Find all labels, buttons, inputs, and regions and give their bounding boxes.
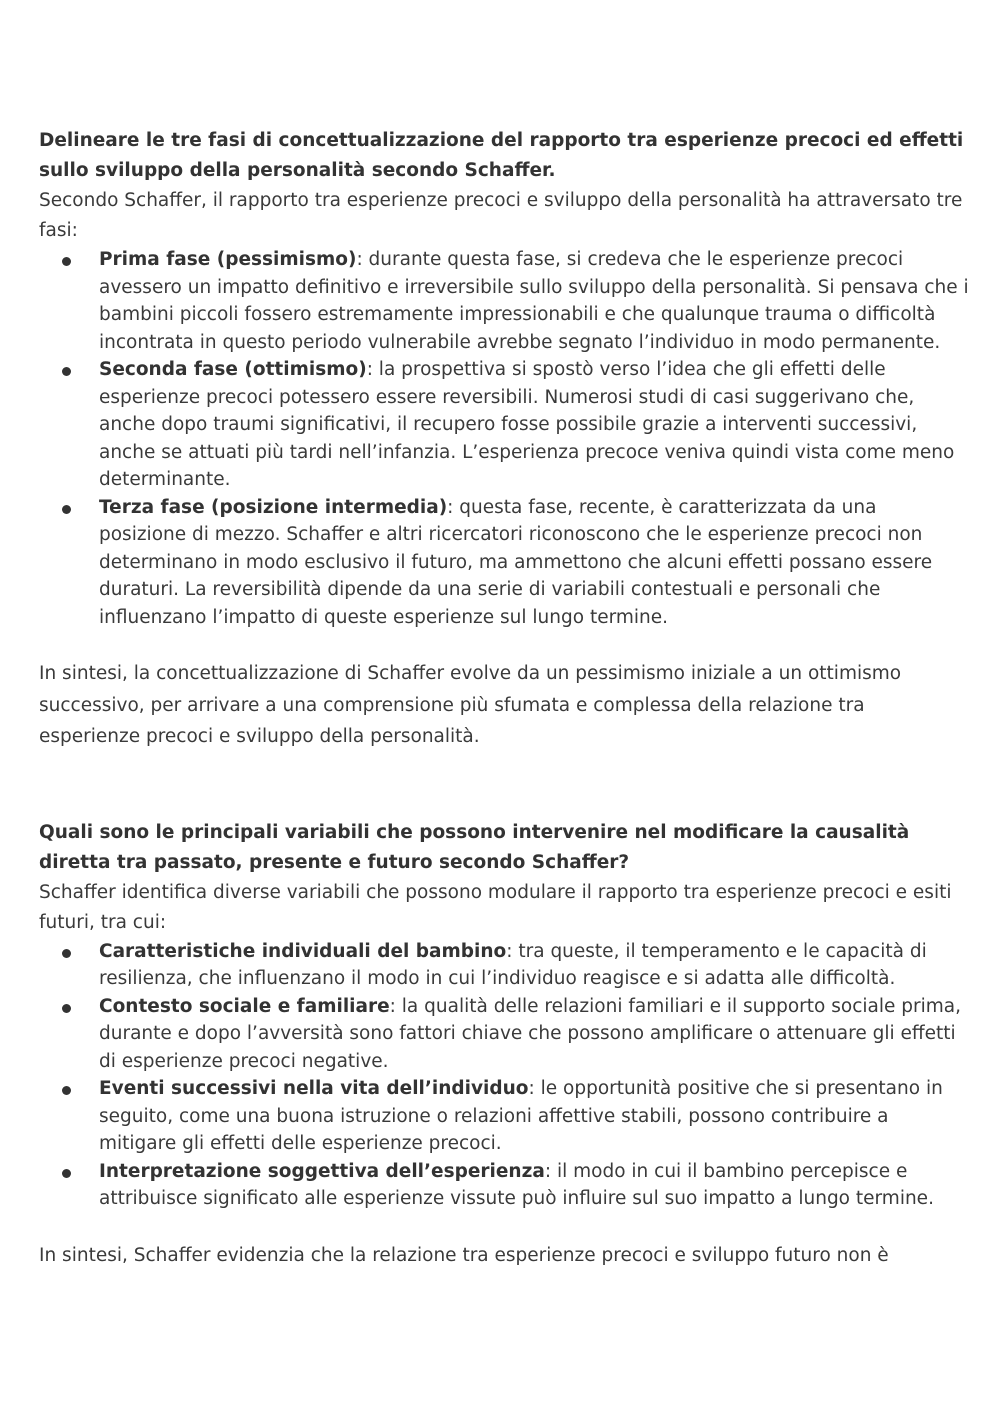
list-item-variable-2: [39, 993, 969, 1076]
list-item-term: Seconda fase (ottimismo): [99, 359, 367, 380]
bullet-icon: [62, 1086, 71, 1095]
list-item-term: Contesto sociale e familiare: [99, 995, 390, 1017]
list-item-variable-4: [39, 1158, 969, 1213]
list-item-text: : le opportunità positive che si presentano in seguito, come una buona istruzione o relazioni affettive stabili, possono contribuire a mitigare gli effetti delle esperienze precoci.: [99, 1078, 943, 1154]
summary-paragraph-1: In sintesi, la concettualizzazione di Schaffer evolve da un pessimismo iniziale a un ottimismo successivo, per arrivare a una comprensione più sfumata e complessa della relazione tra esperienze precoci e sviluppo della personalità.: [39, 663, 902, 747]
list-item-text: : la qualità delle relazioni familiari e il supporto sociale prima, durante e dopo l’avversità sono fattori chiave che possono amplificare o attenuare gli effetti di esperienze precoci negative.: [99, 995, 961, 1072]
list-item-text: : il modo in cui il bambino percepisce e attribuisce significato alle esperienze vissute può influire sul suo impatto a lungo termine.: [99, 1160, 934, 1209]
bullet-icon: [62, 367, 71, 376]
list-item-text: : durante questa fase, si credeva che le esperienze precoci avessero un impatto definitivo e irreversibile sullo sviluppo della personalità. Si pensava che i bambini piccoli fossero estremamente impressionabili e che qualunque trauma o difficoltà incontrata in questo periodo vulnerabile avrebbe segnato l’individuo in modo permanente.: [99, 249, 969, 353]
summary-paragraph-2: In sintesi, Schaffer evidenzia che la relazione tra esperienze precoci e sviluppo futuro non è: [39, 1244, 889, 1266]
list-item-term: Caratteristiche individuali del bambino: [99, 940, 507, 962]
list-item-term: Prima fase (pessimismo): [99, 249, 357, 270]
document-page: [39, 126, 969, 1271]
list-item-phase-3: [39, 494, 969, 632]
bullet-icon: [62, 257, 71, 266]
list-item-text: : la prospettiva si spostò verso l’idea che gli effetti delle esperienze precoci potessero essere reversibili. Numerosi studi di casi suggerivano che, anche dopo traumi significativi, il recupero fosse possibile grazie a interventi successivi, anche se attuati più tardi nell’infanzia. L’esperienza precoce veniva quindi vista come meno determinante.: [99, 359, 955, 490]
intro-paragraph-1: Secondo Schaffer, il rapporto tra esperienze precoci e sviluppo della personalità ha attraversato tre fasi:: [39, 190, 963, 241]
bullet-icon: [62, 1004, 71, 1013]
intro-paragraph-2: Schaffer identifica diverse variabili che possono modulare il rapporto tra esperienze precoci e esiti futuri, tra cui:: [39, 881, 952, 933]
list-item-variable-1: [39, 938, 969, 993]
bullet-icon: [62, 505, 71, 514]
list-item-phase-2: [39, 356, 969, 494]
list-item-term: Interpretazione soggettiva dell’esperienza: [99, 1160, 545, 1182]
question-heading-2: Quali sono le principali variabili che possono intervenire nel modificare la causalità diretta tra passato, presente e futuro secondo Schaffer?: [39, 821, 910, 873]
list-item-variable-3: [39, 1075, 969, 1158]
list-item-text: : tra queste, il temperamento e le capacità di resilienza, che influenzano il modo in cui l’individuo reagisce e si adatta alle difficoltà.: [99, 940, 927, 989]
bullet-icon: [62, 1169, 71, 1178]
question-heading-1: Delineare le tre fasi di concettualizzazione del rapporto tra esperienze precoci ed effetti sullo sviluppo della personalità secondo Schaffer.: [39, 130, 964, 181]
bullet-icon: [62, 949, 71, 958]
list-item-text: : questa fase, recente, è caratterizzata da una posizione di mezzo. Schaffer e altri ricercatori riconoscono che le esperienze precoci non determinano in modo esclusivo il futuro, ma ammettono che alcuni effetti possano essere duraturi. La reversibilità dipende da una serie di variabili contestuali e personali che influenzano l’impatto di queste esperienze sul lungo termine.: [99, 496, 933, 628]
list-item-term: Eventi successivi nella vita dell’individuo: [99, 1078, 529, 1099]
list-item-term: Terza fase (posizione intermedia): [99, 496, 448, 518]
phase-list: [39, 246, 969, 631]
list-item-phase-1: [39, 246, 969, 356]
variables-list: [39, 938, 969, 1213]
